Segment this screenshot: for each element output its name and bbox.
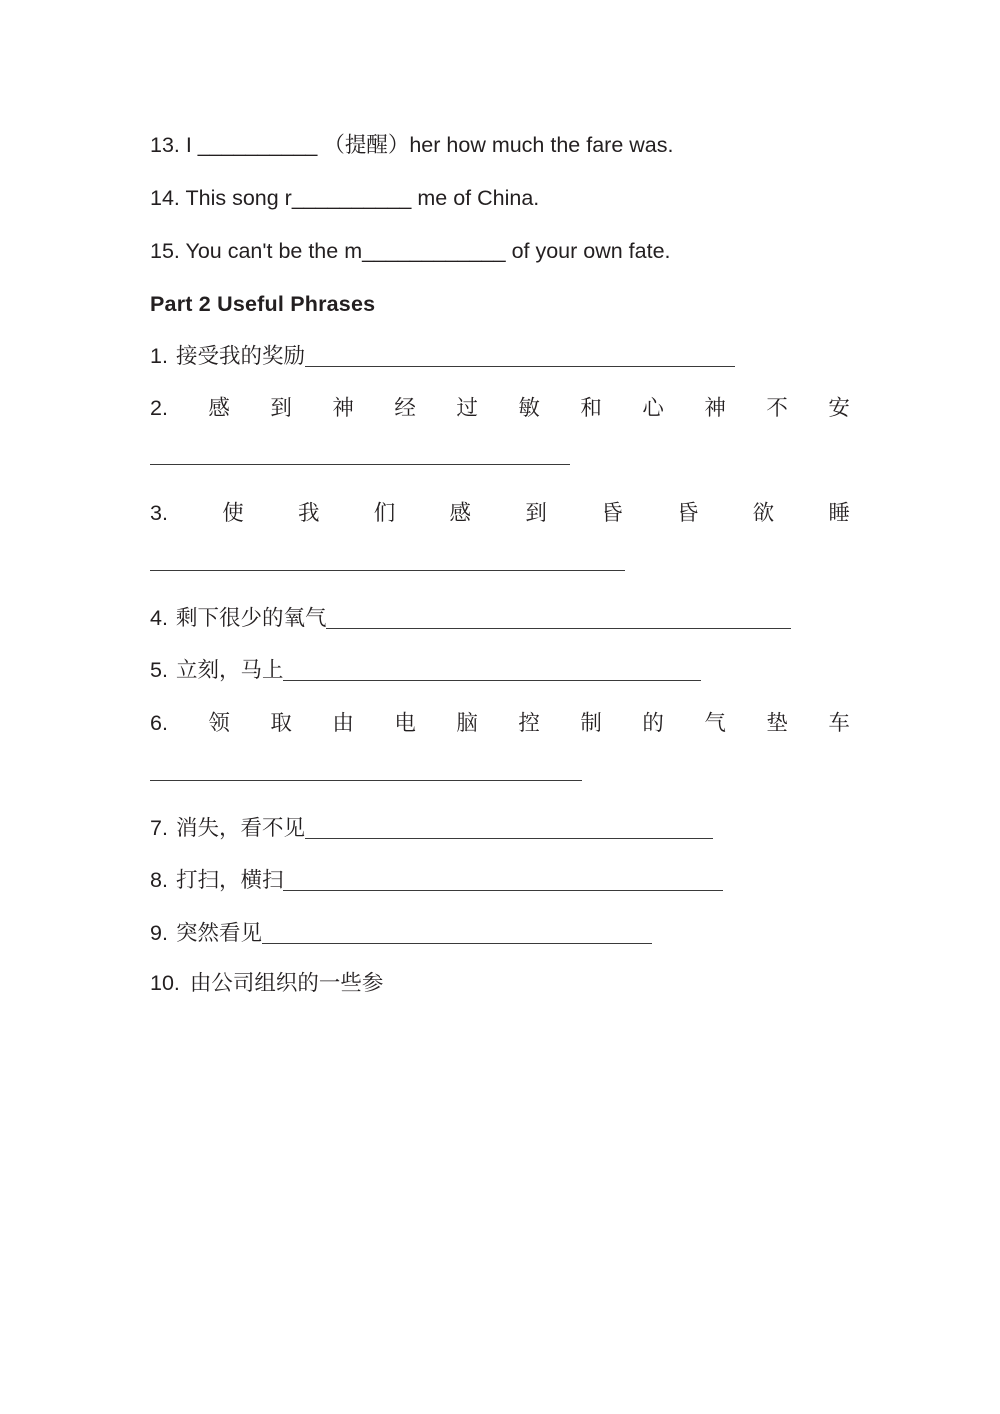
phrase-6-char: 垫 xyxy=(766,711,788,735)
phrase-1-text: 接受我的奖励 xyxy=(175,344,305,368)
phrase-6-char: 由 xyxy=(332,711,354,735)
phrase-3-char: 们 xyxy=(373,501,396,525)
phrase-3-char: 到 xyxy=(525,501,547,525)
phrase-item-8 xyxy=(150,868,723,894)
phrase-3-char: 昏 xyxy=(601,501,623,525)
phrase-item-4 xyxy=(150,606,791,632)
phrase-1-number: 1. xyxy=(150,344,168,368)
phrase-6-char: 取 xyxy=(270,711,292,735)
phrase-9-answer-blank[interactable] xyxy=(262,943,652,944)
phrase-6-char: 领 xyxy=(208,711,230,735)
question-13-text: 13. I __________ （提醒）her how much the fare was. xyxy=(150,133,674,157)
phrase-2-char: 敏 xyxy=(518,396,540,420)
phrase-1-answer-blank[interactable] xyxy=(305,366,735,367)
phrase-5-answer-blank[interactable] xyxy=(283,680,701,681)
phrase-6-char: 车 xyxy=(828,711,850,735)
phrase-10-number: 10. xyxy=(150,971,180,995)
phrase-2-char: 过 xyxy=(456,396,478,420)
phrase-2-char: 到 xyxy=(270,396,292,420)
phrase-3-char: 欲 xyxy=(752,501,775,525)
phrase-3-answer-blank[interactable] xyxy=(150,570,625,571)
phrase-item-6 xyxy=(150,711,850,737)
section-heading-part2 xyxy=(150,292,375,317)
phrase-6-char: 电 xyxy=(394,711,416,735)
phrase-item-3 xyxy=(150,501,850,527)
section-heading-text: Part 2 Useful Phrases xyxy=(150,292,376,316)
phrase-2-char: 安 xyxy=(828,396,850,420)
phrase-3-char: 昏 xyxy=(676,501,699,525)
phrase-2-char: 不 xyxy=(766,396,788,420)
phrase-8-text: 打扫，横扫 xyxy=(175,868,284,892)
phrase-9-text: 突然看见 xyxy=(175,921,262,945)
question-15-text: 15. You can't be the m____________ of your own fate. xyxy=(150,239,671,263)
phrase-3-number: 3. xyxy=(150,501,168,525)
phrase-6-char: 制 xyxy=(580,711,602,735)
phrase-6-number: 6. xyxy=(150,711,168,735)
phrase-6-char: 气 xyxy=(704,711,726,735)
phrase-10-text: 由公司组织的一些参 xyxy=(189,971,384,995)
phrase-2-char: 和 xyxy=(580,396,602,420)
phrase-3-char: 感 xyxy=(449,501,472,525)
phrase-item-10 xyxy=(150,971,383,997)
phrase-6-char: 脑 xyxy=(456,711,478,735)
phrase-item-1 xyxy=(150,344,735,370)
phrase-item-9 xyxy=(150,921,652,947)
phrase-2-char: 心 xyxy=(642,396,664,420)
question-14-text: 14. This song r__________ me of China. xyxy=(150,186,540,210)
question-item-14 xyxy=(150,186,539,212)
phrase-4-number: 4. xyxy=(150,606,168,630)
phrase-3-char: 睡 xyxy=(828,501,850,525)
phrase-6-char: 控 xyxy=(518,711,540,735)
phrase-2-char: 经 xyxy=(394,396,416,420)
phrase-5-text: 立刻，马上 xyxy=(175,658,284,682)
phrase-2-char: 神 xyxy=(704,396,726,420)
phrase-item-2 xyxy=(150,396,850,422)
phrase-2-char: 神 xyxy=(332,396,354,420)
phrase-6-char: 的 xyxy=(642,711,664,735)
phrase-2-char: 感 xyxy=(208,396,230,420)
phrase-4-answer-blank[interactable] xyxy=(326,628,791,629)
phrase-7-answer-blank[interactable] xyxy=(305,838,713,839)
phrase-2-answer-blank[interactable] xyxy=(150,464,570,465)
phrase-7-number: 7. xyxy=(150,816,168,840)
phrase-6-answer-blank[interactable] xyxy=(150,780,582,781)
phrase-7-text: 消失，看不见 xyxy=(175,816,305,840)
phrase-4-text: 剩下很少的氧气 xyxy=(175,606,327,630)
question-item-15 xyxy=(150,239,671,265)
question-item-13 xyxy=(150,133,673,159)
phrase-3-char: 我 xyxy=(297,501,320,525)
phrase-9-number: 9. xyxy=(150,921,168,945)
phrase-2-number: 2. xyxy=(150,396,168,420)
phrase-8-number: 8. xyxy=(150,868,168,892)
phrase-8-answer-blank[interactable] xyxy=(283,890,723,891)
phrase-5-number: 5. xyxy=(150,658,168,682)
phrase-item-5 xyxy=(150,658,701,684)
phrase-3-char: 使 xyxy=(222,501,244,525)
phrase-item-7 xyxy=(150,816,713,842)
